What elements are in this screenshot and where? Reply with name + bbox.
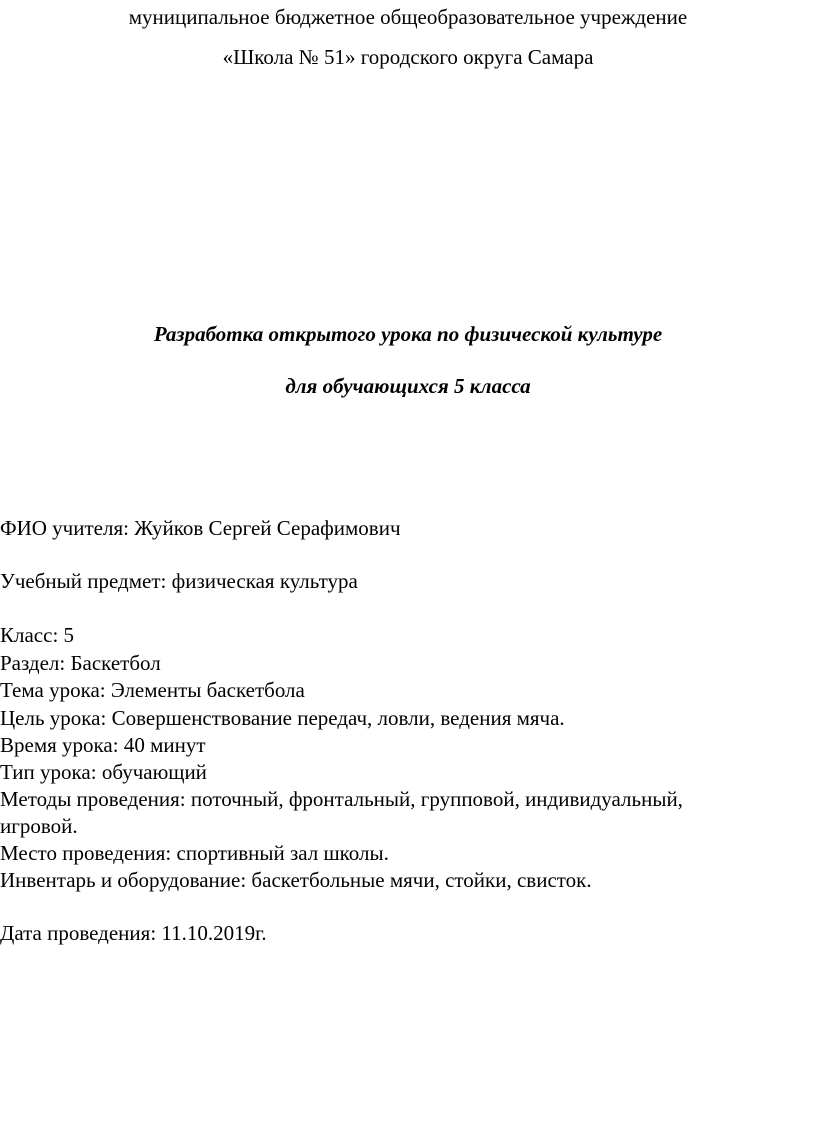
equipment: Инвентарь и оборудование: баскетбольные мячи, стойки, свисток. xyxy=(0,868,592,892)
header-school: «Школа № 51» городского округа Самара xyxy=(222,45,594,69)
teacher-name: ФИО учителя: Жуйков Сергей Серафимович xyxy=(0,516,401,540)
document-title: Разработка открытого урока по физической культуре xyxy=(153,322,663,346)
lesson-place: Место проведения: спортивный зал школы. xyxy=(0,841,389,865)
methods-line-1: Методы проведения: поточный, фронтальный, групповой, индивидуальный, xyxy=(0,787,683,811)
header-institution: муниципальное бюджетное общеобразовательное учреждение xyxy=(128,5,688,29)
class: Класс: 5 xyxy=(0,623,75,647)
lesson-type: Тип урока: обучающий xyxy=(0,760,207,784)
lesson-goal: Цель урока: Совершенствование передач, ловли, ведения мяча. xyxy=(0,706,565,730)
lesson-topic: Тема урока: Элементы баскетбола xyxy=(0,678,305,702)
section: Раздел: Баскетбол xyxy=(0,651,161,675)
lesson-date: Дата проведения: 11.10.2019г. xyxy=(0,921,267,945)
methods-line-2: игровой. xyxy=(0,814,78,838)
lesson-duration: Время урока: 40 минут xyxy=(0,733,206,757)
subject: Учебный предмет: физическая культура xyxy=(0,569,358,593)
document-subtitle: для обучающихся 5 класса xyxy=(285,374,531,398)
